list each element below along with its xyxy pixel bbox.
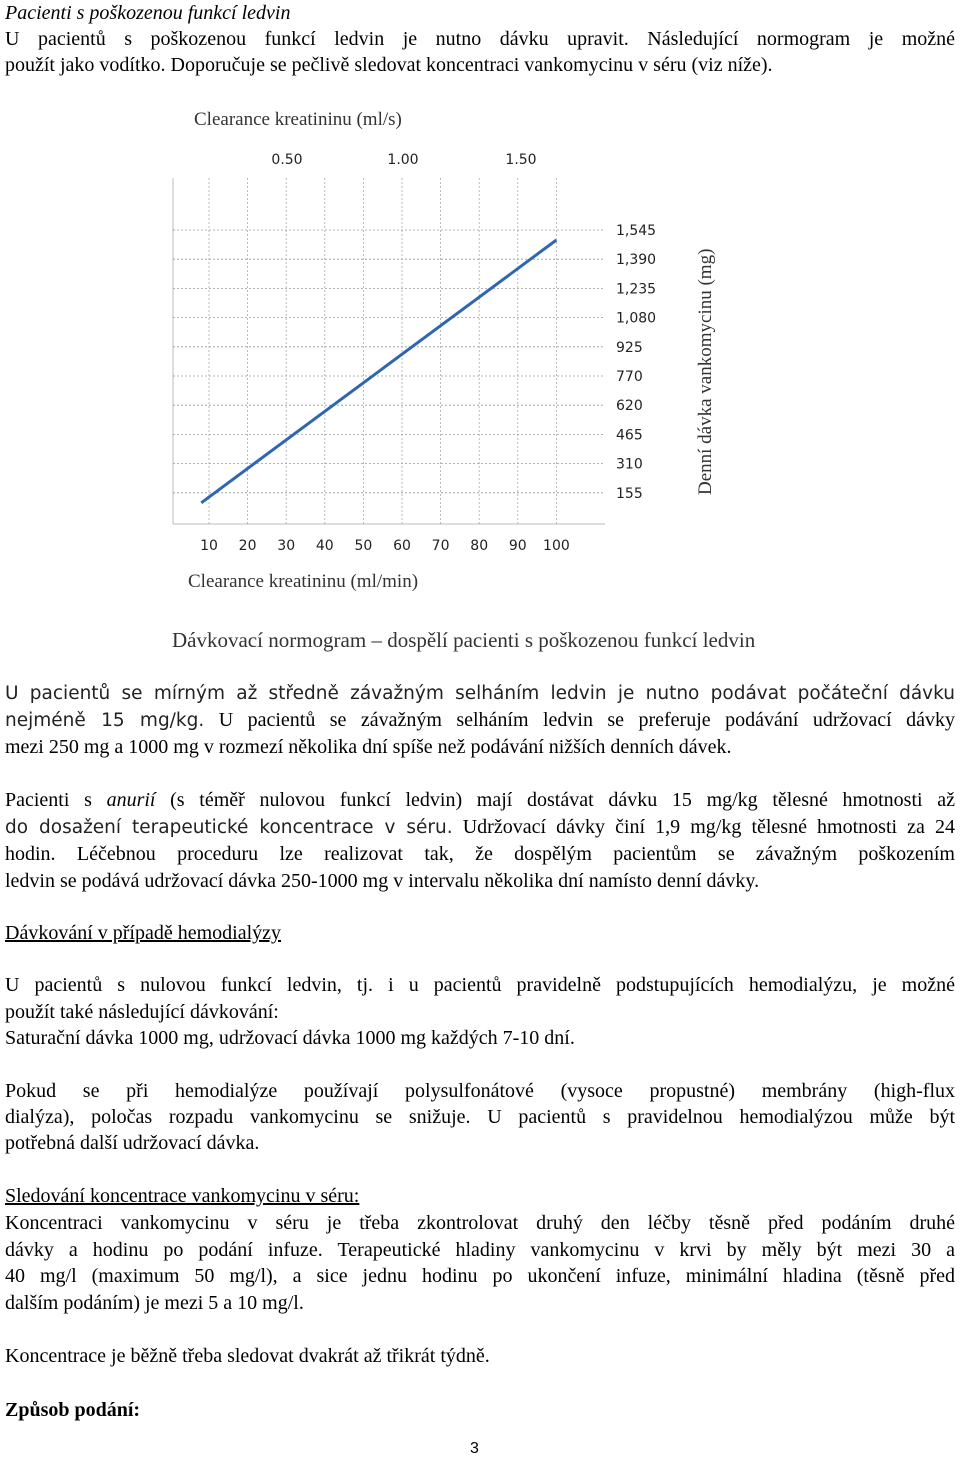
p2-anurie: anurií [106,789,156,811]
monitoring-line-4: dalším podáním) je mezi 5 a 10 mg/l. [5,1292,304,1314]
page-number: 3 [470,1440,479,1457]
dialysis-line-6: potřebná další udržovací dávka. [5,1132,260,1154]
dosing-nomogram-chart [0,0,960,620]
dialysis-line-5b: U pacientů s pravidelnou hemodialýzou může být [470,1106,956,1128]
chart-y-tick-label: 155 [616,485,643,502]
p1-line-3: mezi 250 mg a 1000 mg v rozmezí několika dní spíše než podávání nižších denních dávek. [5,736,732,758]
p2-line-3a: hodin. [5,843,56,865]
monitoring-line-2a: dávky a hodinu po podání infuze. [5,1239,323,1261]
monitoring-line-1: Koncentraci vankomycinu v séru je třeba zkontrolovat druhý den léčby těsně před podáním druhé [5,1212,955,1234]
monitoring-line-2b: Terapeutické hladiny vankomycinu v krvi by měly být mezi 30 a [322,1239,955,1261]
chart-x-tick-label: 30 [277,538,296,554]
chart-y-tick-label: 620 [616,398,643,415]
chart-y-axis-label: Denní dávka vankomycinu (mg) [695,248,716,495]
chart-x-axis-label: Clearance kreatininu (ml/min) [188,571,419,592]
p2-line-1c: (s téměř nulovou funkcí ledvin) mají dostávat dávku 15 mg/kg tělesné hmotnosti až [155,789,955,811]
chart-x-tick-label: 70 [431,538,450,554]
dialysis-line-5 [5,1104,955,1130]
section-heading-monitoring: Sledování koncentrace vankomycinu v séru: [5,1185,360,1207]
chart-top-tick-label: 0.50 [271,152,303,168]
p1-line-2b: U pacientů se závažným selháním ledvin se preferuje podávání udržovací dávky [204,709,955,731]
chart-y-tick-label: 465 [616,427,643,444]
chart-top-tick-label: 1.50 [505,152,537,168]
section-heading-renal: Pacienti s poškozenou funkcí ledvin [5,2,291,24]
section-heading-administration: Způsob podání: [5,1399,141,1421]
dialysis-line-4: Pokud se při hemodialýze používají polysulfonátové (vysoce propustné) membrány (high-flux [5,1080,955,1102]
chart-x-tick-label: 20 [238,538,257,554]
monitoring-line-3: 40 mg/l (maximum 50 mg/l), a sice jednu hodinu po ukončení infuze, minimální hladina (těsně před [5,1265,955,1287]
chart-x-tick-label: 80 [470,538,489,554]
chart-x-tick-label: 90 [508,538,527,554]
monitoring-line-5: Koncentrace je běžně třeba sledovat dvakrát až třikrát týdně. [5,1345,490,1367]
p2-line-2 [5,814,955,841]
dialysis-line-2: použít také následující dávkování: [5,1001,279,1023]
p2-line-3 [5,841,955,867]
chart-caption: Dávkovací normogram – dospělí pacienti s poškozenou funkcí ledvin [172,628,756,652]
p2-line-1a: Pacienti s [5,789,107,811]
p2-line-3b: Léčebnou proceduru lze realizovat tak, že dospělým pacientům se závažným poškozením [55,843,955,865]
p2-line-2b: Udržovací dávky činí 1,9 mg/kg tělesné hmotnosti za 24 [452,816,955,838]
chart-x-tick-label: 100 [543,538,570,554]
p2-line-1 [5,787,955,813]
chart-y-tick-label: 1,080 [616,310,657,327]
chart-x-tick-label: 60 [393,538,411,554]
dialysis-line-3: Saturační dávka 1000 mg, udržovací dávka 1000 mg každých 7-10 dní. [5,1027,575,1049]
chart-y-tick-label: 1,545 [616,223,657,239]
dialysis-line-5a: dialýza), poločas rozpadu vankomycinu se snižuje. [5,1106,471,1128]
chart-y-tick-label: 1,390 [616,252,657,269]
monitoring-line-2 [5,1237,955,1263]
chart-y-tick-label: 770 [616,369,643,385]
p2-line-4: ledvin se podává udržovací dávka 250-1000 mg v intervalu několika dní namísto denní dávky. [5,870,760,892]
chart-y-tick-label: 310 [616,456,643,473]
intro-line-1: U pacientů s poškozenou funkcí ledvin je nutno dávku upravit. Následující normogram je možné [5,28,955,50]
chart-top-axis-label: Clearance kreatininu (ml/s) [194,109,402,130]
section-heading-hemodialysis: Dávkování v případě hemodialýzy [5,922,282,944]
p1-line-2a: nejméně 15 mg/kg. [5,710,205,731]
chart-y-tick-label: 925 [616,339,643,356]
p2-line-2a: do dosažení terapeutické koncentrace v séru. [5,817,453,838]
chart-x-tick-label: 40 [315,538,334,554]
chart-y-tick-label: 1,235 [616,281,657,298]
chart-x-tick-label: 10 [200,538,218,554]
p1-line-2 [5,707,955,734]
p1-line-1: U pacientů se mírným až středně závažným selháním ledvin je nutno podávat počáteční dávku [5,683,955,704]
chart-x-tick-label: 50 [354,538,373,554]
dialysis-line-1: U pacientů s nulovou funkcí ledvin, tj. i u pacientů pravidelně podstupujících hemodialýzu, je možné [5,974,955,996]
intro-line-2: použít jako vodítko. Doporučuje se pečlivě sledovat koncentraci vankomycinu v séru (viz níže). [5,54,773,76]
chart-top-tick-label: 1.00 [387,152,419,168]
